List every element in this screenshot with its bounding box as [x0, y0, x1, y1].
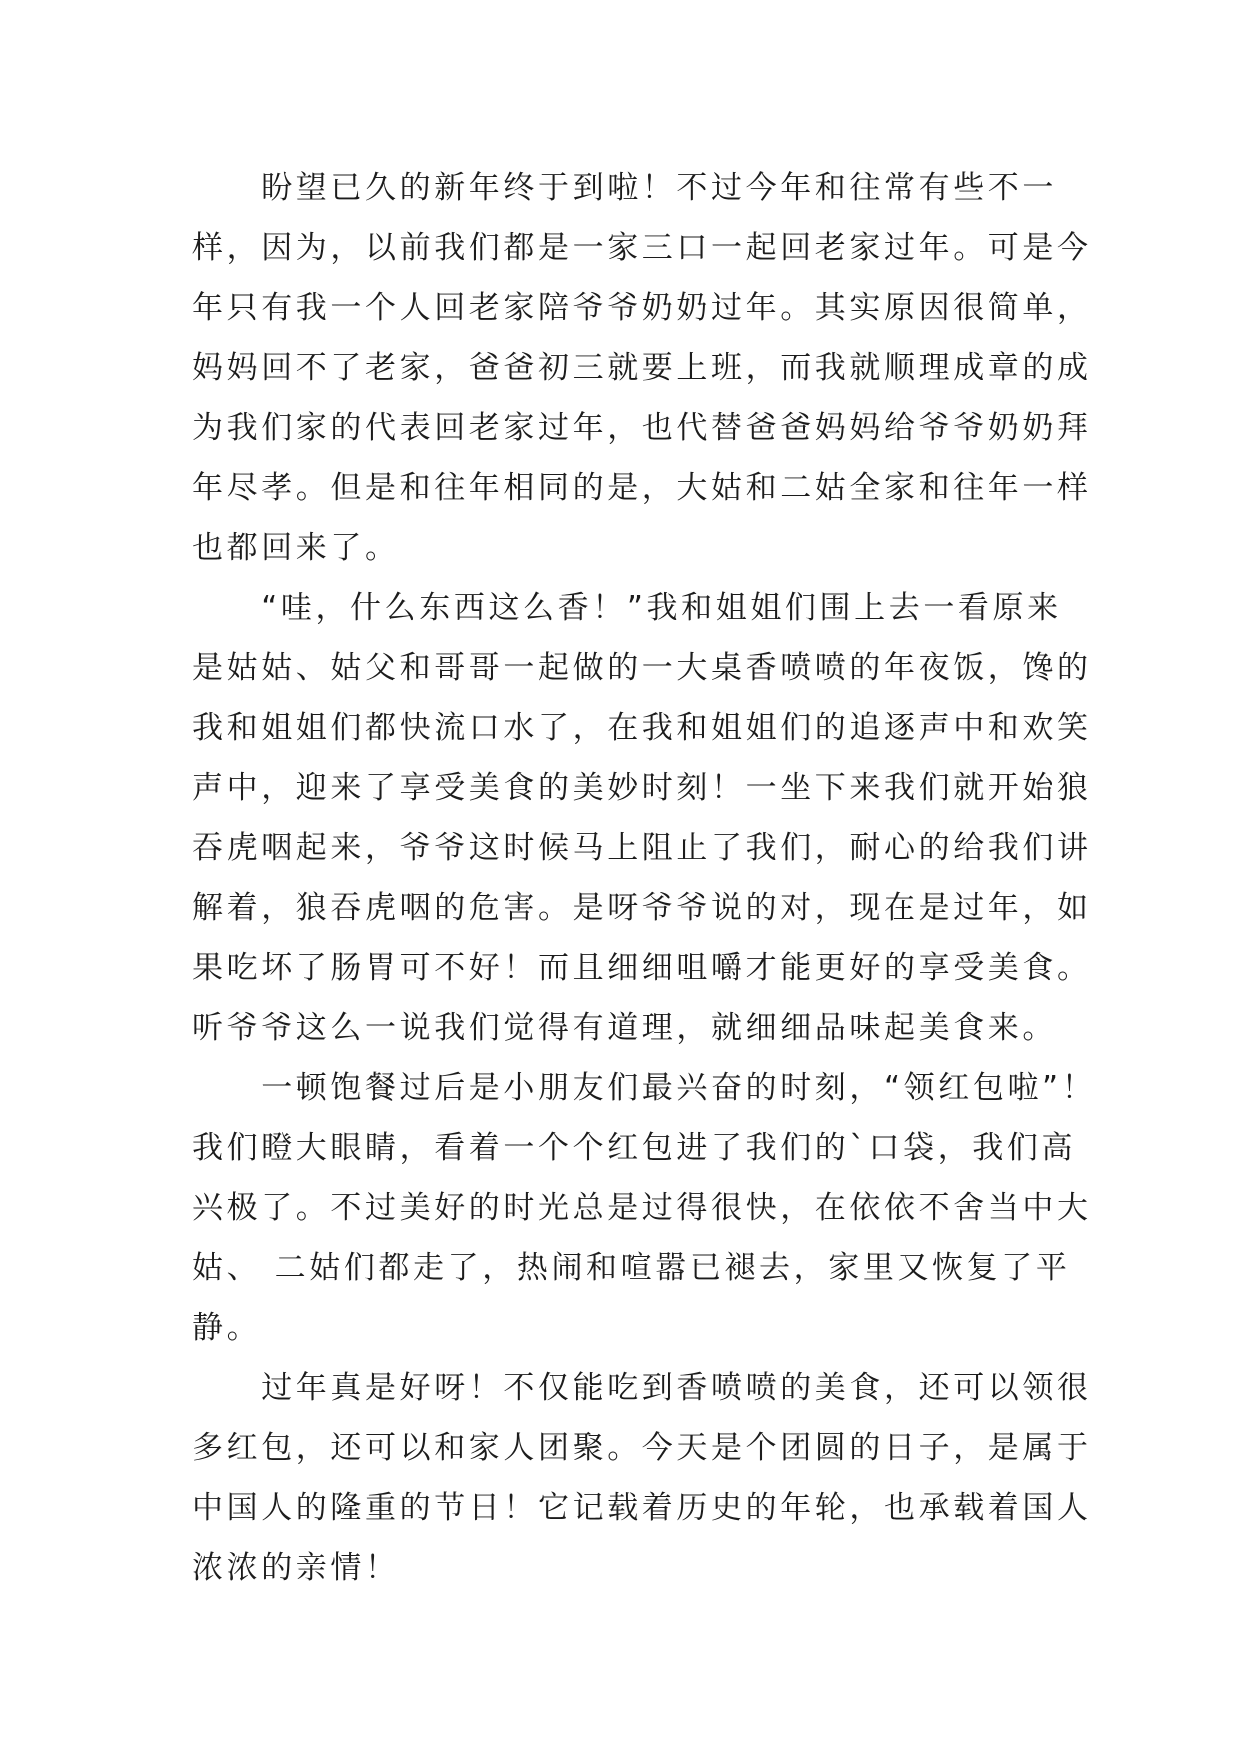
text-line: 听爷爷这么一说我们觉得有道理，就细细品味起美食来。 [192, 1010, 1057, 1046]
paragraph-new-year-arrival [192, 158, 1092, 578]
text-line: 静。 [192, 1310, 262, 1346]
text-line: 解着，狼吞虎咽的危害。是呀爷爷说的对，现在是过年，如 [192, 890, 1092, 926]
text-line: 样，因为，以前我们都是一家三口一起回老家过年。可是今 [192, 230, 1092, 266]
text-line: 多红包，还可以和家人团聚。今天是个团圆的日子，是属于 [192, 1430, 1092, 1466]
paragraph-closing [192, 1358, 1092, 1598]
paragraph-reunion-dinner [192, 578, 1092, 1058]
text-line: “哇，什么东西这么香！”我和姐姐们围上去一看原来 [192, 590, 1062, 626]
text-line: 姑、 二姑们都走了，热闹和喧嚣已褪去，家里又恢复了平 [192, 1250, 1071, 1286]
text-line: 兴极了。不过美好的时光总是过得很快，在依依不舍当中大 [192, 1190, 1092, 1226]
text-line: 我们瞪大眼睛，看着一个个红包进了我们的`口袋，我们高 [192, 1130, 1077, 1166]
text-line: 吞虎咽起来，爷爷这时候马上阻止了我们，耐心的给我们讲 [192, 830, 1092, 866]
text-line: 盼望已久的新年终于到啦！不过今年和往常有些不一 [192, 170, 1057, 206]
paragraph-red-envelopes [192, 1058, 1097, 1358]
text-line: 一顿饱餐过后是小朋友们最兴奋的时刻，“领红包啦”！ [192, 1070, 1097, 1106]
text-line: 我和姐姐们都快流口水了，在我和姐姐们的追逐声中和欢笑 [192, 710, 1092, 746]
document-body [192, 158, 1097, 1598]
text-line: 声中，迎来了享受美食的美妙时刻！一坐下来我们就开始狼 [192, 770, 1092, 806]
text-line: 果吃坏了肠胃可不好！而且细细咀嚼才能更好的享受美食。 [192, 950, 1092, 986]
text-line: 为我们家的代表回老家过年，也代替爸爸妈妈给爷爷奶奶拜 [192, 410, 1092, 446]
text-line: 中国人的隆重的节日！它记载着历史的年轮，也承载着国人 [192, 1490, 1092, 1526]
text-line: 是姑姑、姑父和哥哥一起做的一大桌香喷喷的年夜饭，馋的 [192, 650, 1092, 686]
text-line: 也都回来了。 [192, 530, 400, 566]
text-line: 年只有我一个人回老家陪爷爷奶奶过年。其实原因很简单， [192, 290, 1092, 326]
text-line: 浓浓的亲情！ [192, 1550, 400, 1586]
text-line: 年尽孝。但是和往年相同的是，大姑和二姑全家和往年一样 [192, 470, 1092, 506]
text-line: 过年真是好呀！不仅能吃到香喷喷的美食，还可以领很 [192, 1370, 1092, 1406]
text-line: 妈妈回不了老家，爸爸初三就要上班，而我就顺理成章的成 [192, 350, 1092, 386]
